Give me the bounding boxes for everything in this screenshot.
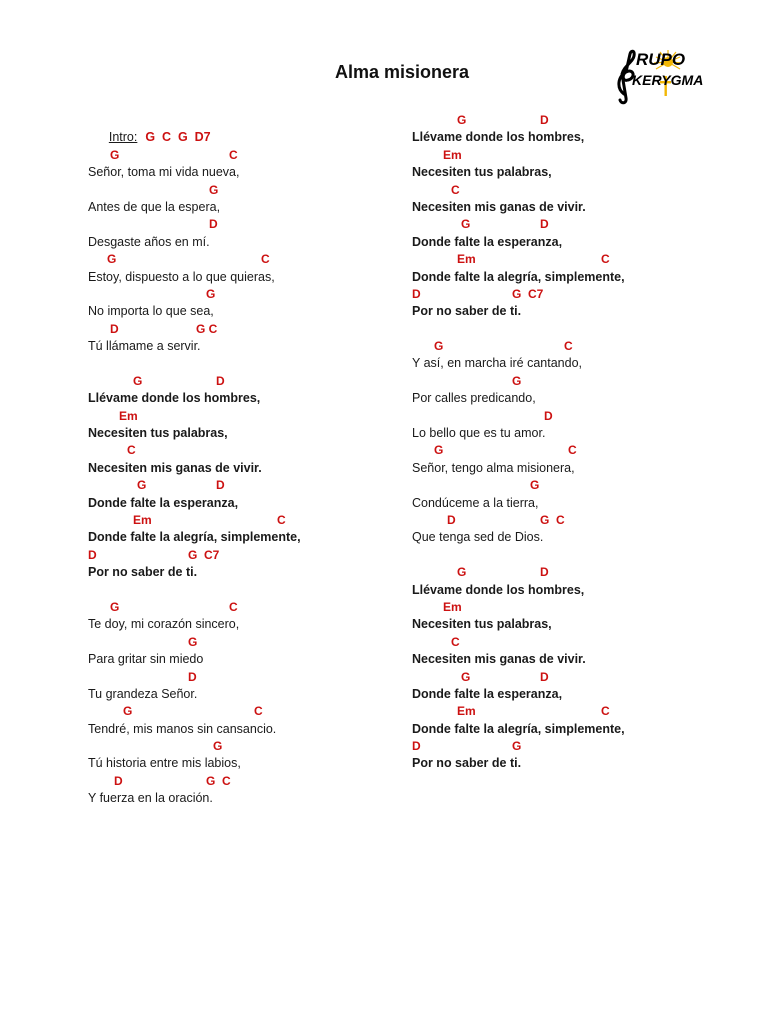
chord-line — [412, 182, 712, 199]
chord: G — [434, 443, 444, 458]
right-column — [412, 112, 712, 773]
verse-lyric-line: Lo bello que es tu amor. — [412, 426, 546, 441]
chorus-lyric-line: Necesiten tus palabras, — [412, 617, 552, 632]
chord: D — [110, 321, 119, 336]
chorus-lyric-line: Llévame donde los hombres, — [412, 582, 585, 597]
logo — [612, 48, 716, 106]
chord-line — [88, 373, 388, 390]
chorus-lyric-line: Necesiten mis ganas de vivir. — [412, 652, 586, 667]
chord-line — [88, 599, 388, 616]
verse-lyric-line: Por calles predicando, — [412, 391, 536, 406]
blank-line — [88, 582, 388, 599]
chord: D — [88, 547, 97, 562]
chord: G — [123, 704, 133, 719]
chorus-lyric-line: Donde falte la alegría, simplemente, — [412, 269, 625, 284]
chord: G — [188, 634, 198, 649]
chord: Em — [133, 512, 152, 527]
chord-line — [412, 373, 712, 390]
chord: G — [434, 339, 444, 354]
chord: Em — [119, 408, 138, 423]
chord-line — [412, 286, 712, 303]
chord: G — [512, 739, 522, 754]
chord: C — [229, 599, 238, 614]
chorus-lyric-line: Donde falte la esperanza, — [88, 495, 239, 510]
chorus-lyric-line: Por no saber de ti. — [88, 565, 198, 580]
chord-line — [88, 773, 388, 790]
chord-line — [412, 216, 712, 233]
chord: C — [229, 147, 238, 162]
chord-line — [88, 738, 388, 755]
chorus-lyric-line: Por no saber de ti. — [412, 304, 522, 319]
chord-line — [412, 477, 712, 494]
chord: G C — [206, 773, 231, 788]
verse-lyric-line: Tú llámame a servir. — [88, 339, 201, 354]
verse-lyric-line: Te doy, mi corazón sincero, — [88, 617, 240, 632]
chord: Em — [443, 599, 462, 614]
chord: G — [461, 217, 471, 232]
chord-line — [412, 512, 712, 529]
chord: D — [114, 773, 123, 788]
chord: D — [216, 373, 225, 388]
chord: G — [110, 599, 120, 614]
chord: G — [512, 373, 522, 388]
chord: D — [544, 408, 553, 423]
chord: Em — [457, 252, 476, 267]
chord-line — [412, 599, 712, 616]
intro-label: Intro: — [108, 130, 138, 145]
chorus-lyric-line: Por no saber de ti. — [412, 756, 522, 771]
chord: C — [568, 443, 577, 458]
verse-lyric-line: Y así, en marcha iré cantando, — [412, 356, 583, 371]
chorus-lyric-line: Necesiten tus palabras, — [412, 165, 552, 180]
chord: C — [261, 252, 270, 267]
blank-line — [412, 321, 712, 338]
chorus-lyric-line: Donde falte la alegría, simplemente, — [88, 530, 301, 545]
chorus-lyric-line: Necesiten mis ganas de vivir. — [412, 199, 586, 214]
chorus-lyric-line: Donde falte la esperanza, — [412, 234, 563, 249]
chord-line — [88, 703, 388, 720]
chord-line — [412, 669, 712, 686]
chord: C — [601, 252, 610, 267]
intro-chords: G C G D7 — [145, 130, 211, 145]
chord-line — [88, 408, 388, 425]
chord: Em — [457, 704, 476, 719]
verse-lyric-line: Antes de que la espera, — [88, 199, 221, 214]
chord-line — [88, 634, 388, 651]
chord-line — [88, 477, 388, 494]
verse-lyric-line: Condúceme a la tierra, — [412, 495, 539, 510]
chord-line — [412, 738, 712, 755]
verse-lyric-line: Tu grandeza Señor. — [88, 686, 198, 701]
chord-line — [412, 147, 712, 164]
chord: C — [127, 443, 136, 458]
chord: C — [277, 512, 286, 527]
chord-line — [412, 564, 712, 581]
chord: D — [412, 739, 421, 754]
chord-line — [88, 216, 388, 233]
chord-line — [88, 669, 388, 686]
chord: C — [254, 704, 263, 719]
chord: G — [213, 739, 223, 754]
chord: D — [412, 286, 421, 301]
chord: G — [530, 478, 540, 493]
chord: D — [540, 565, 549, 580]
chord: Em — [443, 147, 462, 162]
logo-word-bottom: KERYGMA — [632, 72, 704, 88]
chord: G C7 — [188, 547, 220, 562]
chord-line — [88, 442, 388, 459]
chord: G — [457, 113, 467, 127]
chord-line — [412, 338, 712, 355]
chord-line — [88, 251, 388, 268]
chorus-lyric-line: Llévame donde los hombres, — [88, 391, 261, 406]
chord: D — [540, 217, 549, 232]
chord: D — [540, 113, 549, 127]
chord: C — [564, 339, 573, 354]
blank-line — [88, 355, 388, 372]
verse-lyric-line: Y fuerza en la oración. — [88, 791, 213, 806]
chorus-lyric-line: Llévame donde los hombres, — [412, 130, 585, 145]
chord-line — [88, 321, 388, 338]
verse-lyric-line: No importa lo que sea, — [88, 304, 214, 319]
verse-lyric-line: Tú historia entre mis labios, — [88, 756, 241, 771]
chord: G — [457, 565, 467, 580]
chord: G — [209, 182, 219, 197]
chord: C — [451, 182, 460, 197]
chord: G — [110, 147, 120, 162]
chord-line — [88, 512, 388, 529]
chord: C — [601, 704, 610, 719]
chorus-lyric-line: Necesiten mis ganas de vivir. — [88, 460, 262, 475]
chord-line — [412, 442, 712, 459]
chord-line — [88, 182, 388, 199]
chord-line — [412, 703, 712, 720]
chord: G C — [540, 512, 565, 527]
chord: D — [188, 669, 197, 684]
chord-line — [88, 147, 388, 164]
intro-line — [88, 112, 388, 145]
verse-lyric-line: Estoy, dispuesto a lo que quieras, — [88, 269, 275, 284]
chorus-lyric-line: Donde falte la esperanza, — [412, 686, 563, 701]
chord: G — [137, 478, 147, 493]
chord-line — [412, 112, 712, 129]
chorus-lyric-line: Donde falte la alegría, simplemente, — [412, 721, 625, 736]
chord: G — [461, 669, 471, 684]
verse-lyric-line: Que tenga sed de Dios. — [412, 530, 544, 545]
verse-lyric-line: Desgaste años en mí. — [88, 234, 210, 249]
verse-lyric-line: Señor, toma mi vida nueva, — [88, 165, 240, 180]
chord: G — [107, 252, 117, 267]
blank-line — [88, 129, 388, 146]
chord: D — [209, 217, 218, 232]
chord-line — [88, 286, 388, 303]
chord-line — [412, 408, 712, 425]
chord: G C7 — [512, 286, 544, 301]
chord-line — [412, 251, 712, 268]
chord: G — [206, 286, 216, 301]
chord: G — [133, 373, 143, 388]
chord: G C — [196, 321, 218, 336]
left-column — [88, 112, 388, 808]
logo-word-top: RUPO — [636, 50, 686, 69]
chord-line — [412, 634, 712, 651]
verse-lyric-line: Señor, tengo alma misionera, — [412, 460, 575, 475]
page-title: Alma misionera — [334, 62, 470, 82]
chord: C — [451, 634, 460, 649]
chord: D — [540, 669, 549, 684]
verse-lyric-line: Para gritar sin miedo — [88, 652, 204, 667]
chord: D — [447, 512, 456, 527]
verse-lyric-line: Tendré, mis manos sin cansancio. — [88, 721, 277, 736]
chord-line — [88, 547, 388, 564]
blank-line — [412, 547, 712, 564]
chord: D — [216, 478, 225, 493]
chorus-lyric-line: Necesiten tus palabras, — [88, 426, 228, 441]
